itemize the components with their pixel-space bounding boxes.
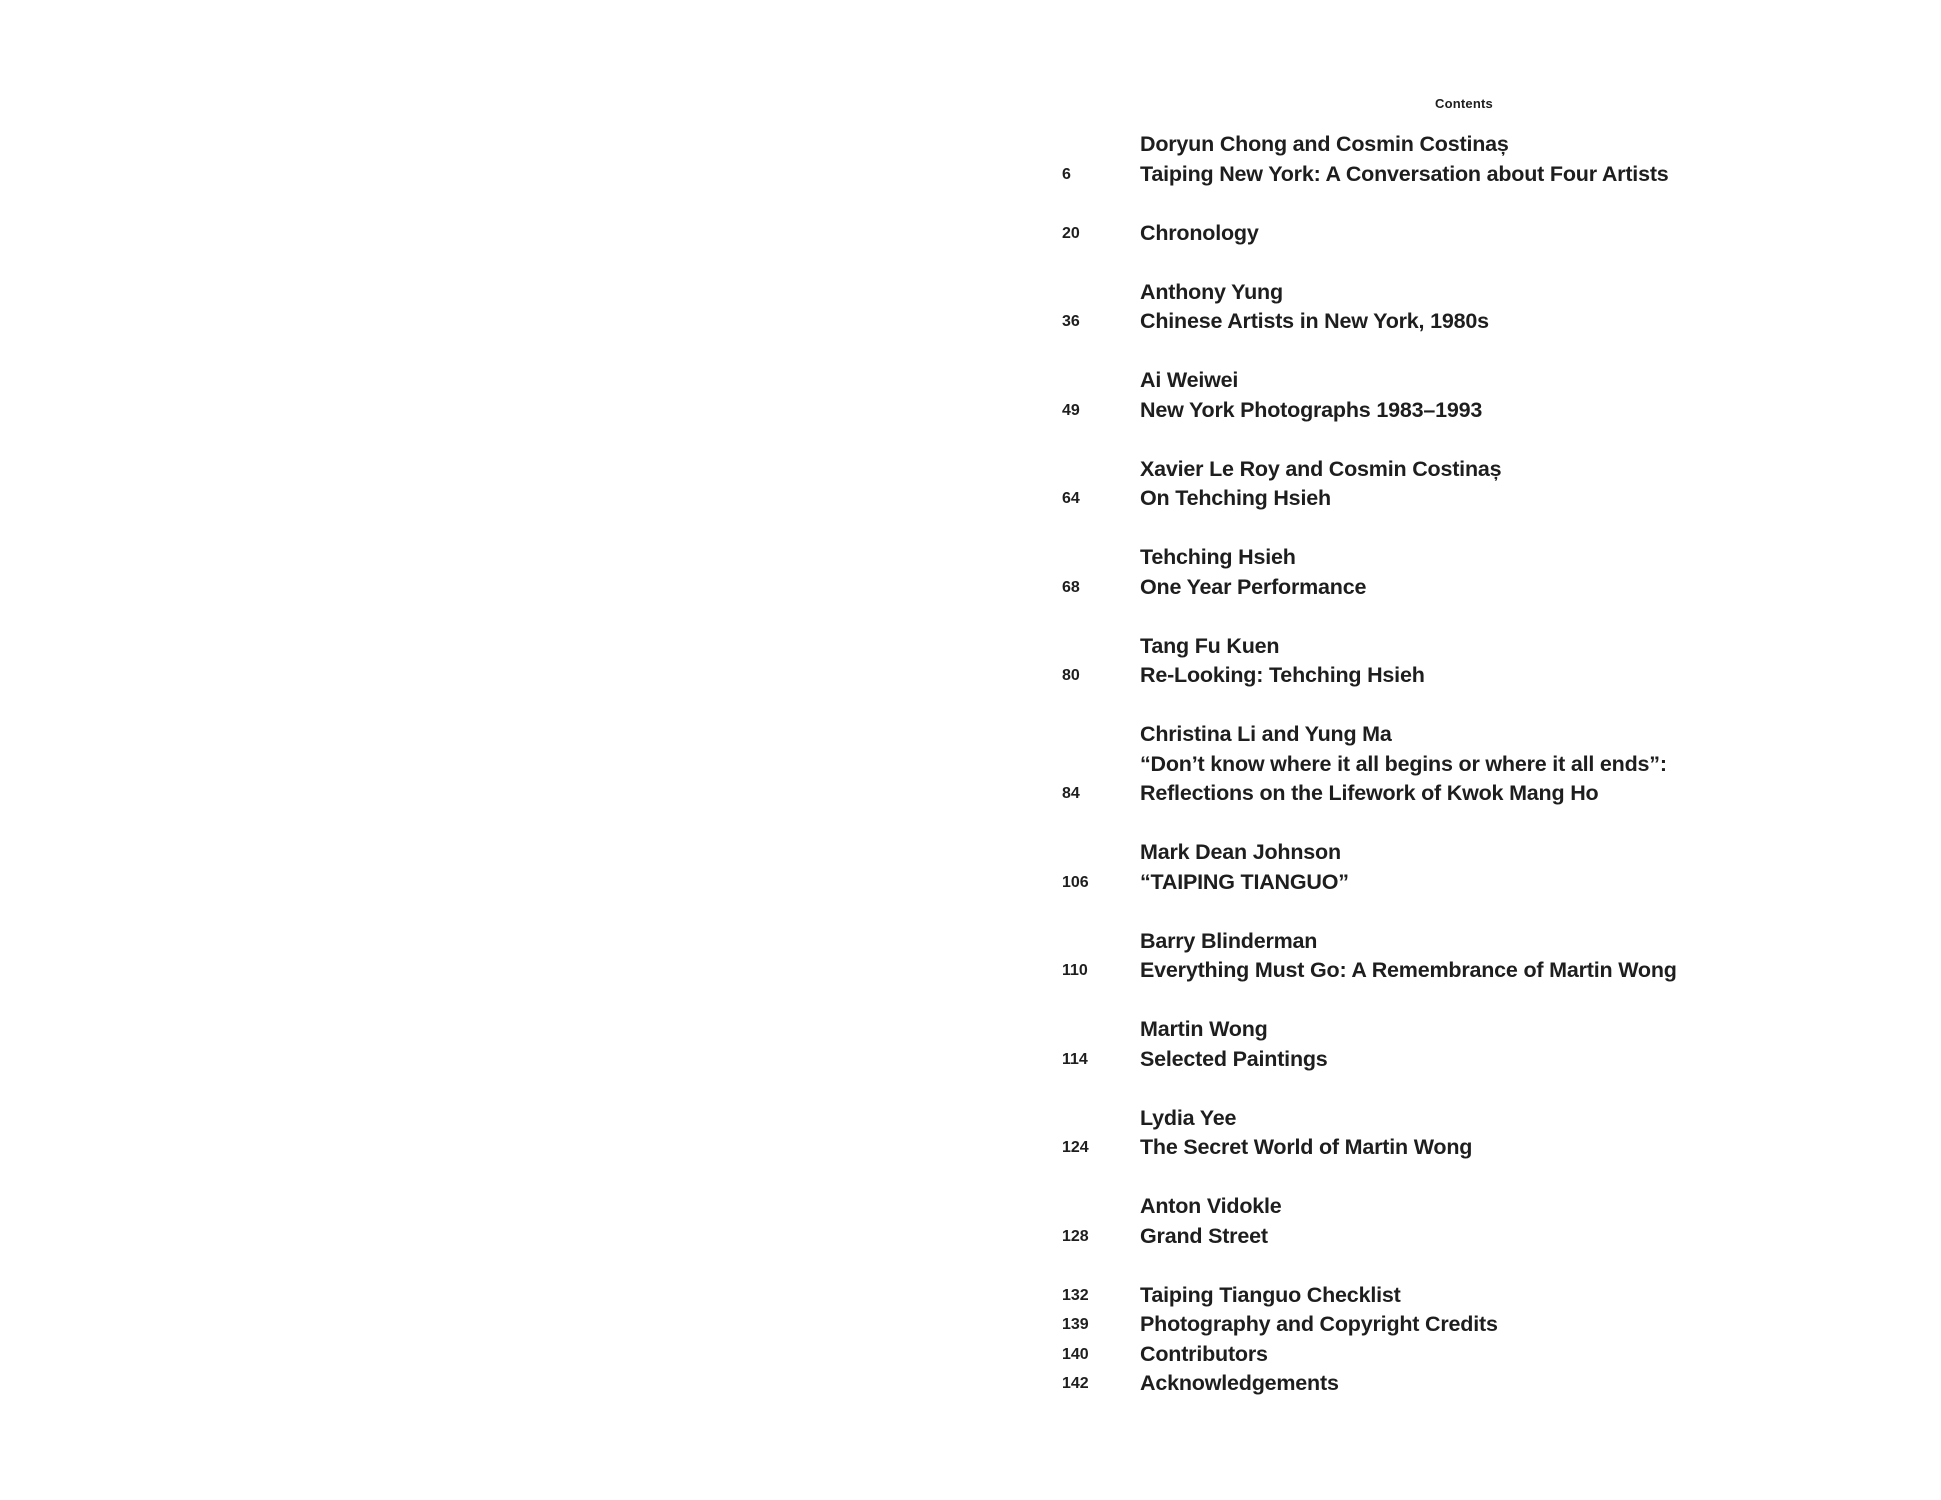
page-number: 114	[1062, 1050, 1088, 1068]
page-number: 142	[1062, 1375, 1089, 1392]
toc-entry[interactable]	[1062, 632, 1882, 691]
entry-title: Re-Looking: Tehching Hsieh	[1140, 663, 1425, 687]
page-number: 20	[1062, 224, 1080, 242]
entry-author: Martin Wong	[1140, 1017, 1268, 1041]
entry-title: Photography and Copyright Credits	[1140, 1312, 1498, 1336]
page-number: 128	[1062, 1227, 1089, 1245]
page-number: 36	[1062, 313, 1080, 330]
entry-author: Ai Weiwei	[1140, 368, 1239, 392]
toc-entry[interactable]	[1062, 720, 1882, 809]
toc-entry[interactable]	[1062, 455, 1882, 514]
entry-author: Mark Dean Johnson	[1140, 840, 1341, 864]
contents-heading: Contents	[1435, 96, 1493, 111]
entry-author: Barry Blinderman	[1140, 928, 1318, 953]
entry-title: “TAIPING TIANGUO”	[1140, 869, 1349, 894]
entry-title: Taiping New York: A Conversation about Four Artists	[1140, 161, 1669, 186]
table-of-contents	[1062, 130, 1882, 1399]
toc-entry[interactable]	[1062, 1310, 1882, 1340]
entry-title: Everything Must Go: A Remembrance of Martin Wong	[1140, 958, 1677, 982]
page-number: 64	[1062, 490, 1080, 507]
entry-title: Chinese Artists in New York, 1980s	[1140, 309, 1489, 333]
toc-entry[interactable]	[1062, 927, 1882, 986]
entry-author: Tehching Hsieh	[1140, 545, 1296, 569]
page-number: 106	[1062, 873, 1089, 891]
entry-author: Doryun Chong and Cosmin Costinaș	[1140, 132, 1509, 156]
entry-title-line-2: Reflections on the Lifework of Kwok Mang Ho	[1140, 781, 1599, 805]
entry-author: Tang Fu Kuen	[1140, 633, 1280, 658]
entry-title: Grand Street	[1140, 1223, 1268, 1248]
entry-title: New York Photographs 1983–1993	[1140, 397, 1483, 422]
toc-entry[interactable]	[1062, 1192, 1882, 1251]
toc-entry[interactable]	[1062, 219, 1882, 249]
page-number: 139	[1062, 1316, 1089, 1333]
entry-author: Anthony Yung	[1140, 279, 1283, 304]
entry-author: Christina Li and Yung Ma	[1140, 722, 1392, 746]
toc-entry[interactable]	[1062, 130, 1882, 189]
page-number: 110	[1062, 962, 1088, 979]
toc-entry[interactable]	[1062, 366, 1882, 425]
toc-entry[interactable]	[1062, 1369, 1882, 1399]
page-number: 68	[1062, 578, 1080, 596]
entry-title: Selected Paintings	[1140, 1046, 1328, 1071]
toc-entry[interactable]	[1062, 838, 1882, 897]
toc-entry[interactable]	[1062, 1281, 1882, 1311]
page-number: 124	[1062, 1139, 1089, 1156]
page-number: 140	[1062, 1345, 1089, 1363]
toc-entry[interactable]	[1062, 543, 1882, 602]
left-page-blank	[0, 0, 970, 1500]
page-number: 84	[1062, 785, 1080, 802]
toc-entry[interactable]	[1062, 278, 1882, 337]
entry-author: Xavier Le Roy and Cosmin Costinaș	[1140, 456, 1502, 481]
page-number: 132	[1062, 1286, 1089, 1304]
entry-title: “Don’t know where it all begins or where it all ends”:	[1140, 751, 1667, 776]
entry-title: The Secret World of Martin Wong	[1140, 1135, 1473, 1159]
entry-title: Chronology	[1140, 220, 1259, 245]
toc-entry[interactable]	[1062, 1104, 1882, 1163]
page-number: 6	[1062, 165, 1071, 183]
entry-title: One Year Performance	[1140, 574, 1367, 599]
entry-author: Anton Vidokle	[1140, 1194, 1282, 1218]
toc-entry[interactable]	[1062, 1340, 1882, 1370]
toc-entry[interactable]	[1062, 1015, 1882, 1074]
entry-title: Acknowledgements	[1140, 1371, 1339, 1395]
entry-title: On Tehching Hsieh	[1140, 486, 1331, 510]
entry-title: Taiping Tianguo Checklist	[1140, 1282, 1401, 1307]
entry-title: Contributors	[1140, 1341, 1268, 1366]
page-number: 49	[1062, 401, 1080, 419]
page-number: 80	[1062, 667, 1080, 684]
entry-author: Lydia Yee	[1140, 1105, 1237, 1130]
